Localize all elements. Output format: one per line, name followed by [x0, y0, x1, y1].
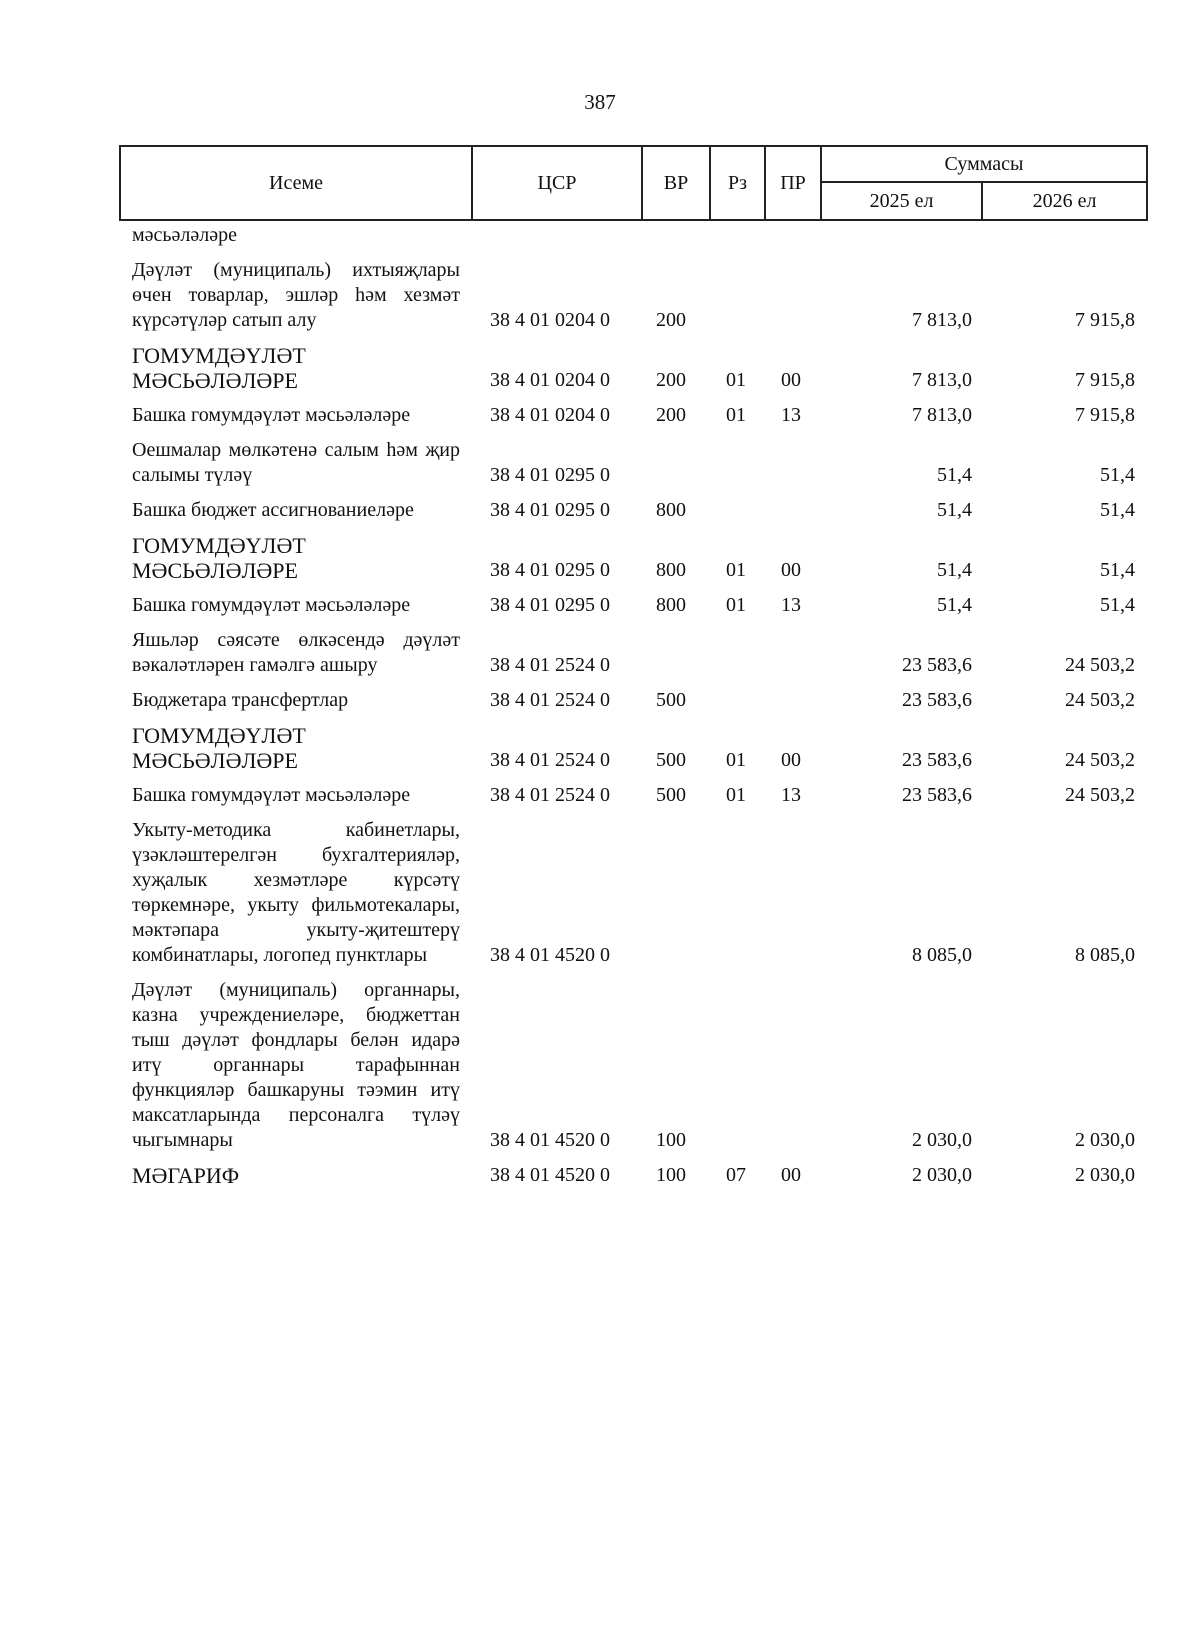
row-rz [710, 688, 765, 713]
row-pr [765, 498, 821, 523]
table-body [120, 220, 1147, 1188]
row-sum-2025: 23 583,6 [902, 689, 972, 711]
row-sum-2026: 7 915,8 [1075, 309, 1136, 331]
row-csr: 38 4 01 0204 0 [490, 404, 610, 426]
row-name: Дәүләт (муниципаль) ихтыяҗлары өчен товарлар, эшләр һәм хезмәт күрсәтүләр сатып алу [132, 259, 460, 331]
row-rz [710, 438, 765, 488]
page-number: 387 [584, 90, 616, 114]
row-pr [765, 438, 821, 488]
row-sum-2025: 7 813,0 [912, 369, 972, 391]
row-spacer [120, 968, 1147, 978]
table-row [120, 533, 1147, 583]
row-spacer [120, 333, 1147, 343]
row-sum-2026: 24 503,2 [1065, 784, 1136, 806]
table-row [120, 593, 1147, 618]
row-sum-2026: 24 503,2 [1065, 749, 1136, 771]
row-spacer [120, 248, 1147, 258]
table-row [120, 723, 1147, 773]
row-sum-2025: 23 583,6 [902, 749, 972, 771]
row-csr: 38 4 01 4520 0 [490, 944, 610, 966]
table-header [120, 146, 1147, 220]
table-row [120, 818, 1147, 968]
continued-name: мәсьәләләре [132, 224, 237, 246]
row-name: Яшьләр сәясәте өлкәсендә дәүләт вәкаләтләрен гамәлгә ашыру [132, 629, 460, 676]
row-sum-2026: 24 503,2 [1065, 689, 1136, 711]
row-name: Башка гомумдәүләт мәсьәләләре [132, 594, 411, 616]
row-name: Дәүләт (муниципаль) органнары, казна учреждениеләре, бюджеттан тыш дәүләт фондлары белән идарә итү органнары тарафыннан функцияләр башкаруны тәэмин итү максатларында персоналга түләү чыгымнары [132, 979, 460, 1151]
row-rz [710, 818, 765, 968]
row-vr: 100 [656, 1164, 686, 1186]
row-name: Оешмалар мөлкәтенә салым һәм җир салымы түләү [132, 439, 460, 486]
continued-row [120, 220, 1147, 248]
row-rz: 01 [726, 594, 746, 616]
row-pr [765, 818, 821, 968]
row-pr [765, 258, 821, 333]
row-vr: 500 [656, 749, 686, 771]
row-csr: 38 4 01 4520 0 [490, 1129, 610, 1151]
row-csr: 38 4 01 0295 0 [490, 559, 610, 581]
table-row [120, 1163, 1147, 1188]
row-sum-2026: 24 503,2 [1065, 654, 1136, 676]
row-pr: 13 [781, 784, 801, 806]
row-csr: 38 4 01 2524 0 [490, 784, 610, 806]
row-pr: 00 [781, 369, 801, 391]
row-name: Бюджетара трансфертлар [132, 689, 349, 711]
header-pr: ПР [765, 146, 821, 220]
row-csr: 38 4 01 0295 0 [490, 499, 610, 521]
row-vr: 200 [656, 309, 686, 331]
row-name: ГОМУМДӘҮЛӘТ МӘСЬӘЛӘЛӘРЕ [132, 343, 306, 393]
row-vr: 100 [656, 1129, 686, 1151]
row-sum-2026: 51,4 [1100, 559, 1136, 581]
row-name: Башка бюджет ассигнованиеләре [132, 499, 414, 521]
row-vr [642, 818, 710, 968]
row-rz: 01 [726, 404, 746, 426]
table-row [120, 978, 1147, 1153]
row-rz: 01 [726, 784, 746, 806]
row-sum-2025: 2 030,0 [912, 1164, 972, 1186]
row-sum-2025: 23 583,6 [902, 784, 972, 806]
row-spacer [120, 488, 1147, 498]
row-sum-2026: 51,4 [1100, 594, 1136, 616]
row-pr [765, 688, 821, 713]
row-sum-2026: 7 915,8 [1075, 369, 1136, 391]
row-sum-2025: 23 583,6 [902, 654, 972, 676]
row-spacer [120, 773, 1147, 783]
row-name: ГОМУМДӘҮЛӘТ МӘСЬӘЛӘЛӘРЕ [132, 723, 306, 773]
row-spacer [120, 583, 1147, 593]
row-spacer [120, 618, 1147, 628]
header-sums: Суммасы [821, 146, 1147, 182]
table-row [120, 498, 1147, 523]
row-sum-2026: 7 915,8 [1075, 404, 1136, 426]
row-name: Башка гомумдәүләт мәсьәләләре [132, 784, 411, 806]
row-vr [642, 628, 710, 678]
row-pr [765, 978, 821, 1153]
row-sum-2025: 51,4 [937, 594, 972, 616]
row-sum-2025: 8 085,0 [912, 944, 972, 966]
row-name: Башка гомумдәүләт мәсьәләләре [132, 404, 411, 426]
row-rz [710, 978, 765, 1153]
row-csr: 38 4 01 0204 0 [490, 309, 610, 331]
row-sum-2026: 2 030,0 [1075, 1129, 1136, 1151]
row-name: МӘГАРИФ [132, 1163, 240, 1188]
table-row [120, 343, 1147, 393]
row-pr: 00 [781, 559, 801, 581]
row-name: ГОМУМДӘҮЛӘТ МӘСЬӘЛӘЛӘРЕ [132, 533, 306, 583]
header-csr: ЦСР [472, 146, 642, 220]
row-csr: 38 4 01 0295 0 [490, 594, 610, 616]
row-sum-2025: 7 813,0 [912, 309, 972, 331]
row-spacer [120, 428, 1147, 438]
row-name: Укыту-методика кабинетлары, үзәкләштерелгән бухгалтерияләр, хуҗалык хезмәтләре күрсәтү төркемнәре, укыту фильмотекалары, мәктәпара укыту-җитештерү комбинатлары, логопед пунктлары [132, 819, 460, 966]
row-spacer [120, 523, 1147, 533]
row-rz [710, 498, 765, 523]
row-spacer [120, 678, 1147, 688]
row-rz: 07 [726, 1164, 746, 1186]
row-spacer [120, 1153, 1147, 1163]
budget-table [119, 145, 1148, 1188]
row-pr [765, 628, 821, 678]
table-row [120, 438, 1147, 488]
row-spacer [120, 808, 1147, 818]
row-sum-2025: 7 813,0 [912, 404, 972, 426]
row-vr: 500 [656, 784, 686, 806]
row-csr: 38 4 01 2524 0 [490, 749, 610, 771]
header-year-2025: 2025 ел [821, 182, 982, 220]
row-sum-2025: 51,4 [937, 464, 972, 486]
header-vr: ВР [642, 146, 710, 220]
row-sum-2025: 51,4 [937, 499, 972, 521]
header-rz: Рз [710, 146, 765, 220]
row-csr: 38 4 01 2524 0 [490, 689, 610, 711]
row-vr: 500 [656, 689, 686, 711]
row-rz [710, 628, 765, 678]
row-rz: 01 [726, 369, 746, 391]
row-vr: 200 [656, 404, 686, 426]
row-rz: 01 [726, 749, 746, 771]
row-pr: 13 [781, 404, 801, 426]
row-csr: 38 4 01 0204 0 [490, 369, 610, 391]
row-spacer [120, 713, 1147, 723]
row-sum-2025: 51,4 [937, 559, 972, 581]
row-vr [642, 438, 710, 488]
row-vr: 200 [656, 369, 686, 391]
row-rz: 01 [726, 559, 746, 581]
row-pr: 00 [781, 1164, 801, 1186]
table-row [120, 403, 1147, 428]
row-sum-2025: 2 030,0 [912, 1129, 972, 1151]
row-sum-2026: 51,4 [1100, 464, 1136, 486]
row-sum-2026: 8 085,0 [1075, 944, 1136, 966]
row-csr: 38 4 01 4520 0 [490, 1164, 610, 1186]
table-row [120, 258, 1147, 333]
row-rz [710, 258, 765, 333]
row-csr: 38 4 01 0295 0 [490, 464, 610, 486]
header-name: Исеме [120, 146, 472, 220]
row-pr: 00 [781, 749, 801, 771]
row-vr: 800 [656, 559, 686, 581]
row-sum-2026: 2 030,0 [1075, 1164, 1136, 1186]
row-sum-2026: 51,4 [1100, 499, 1136, 521]
row-vr: 800 [656, 594, 686, 616]
table-row [120, 783, 1147, 808]
table-row [120, 688, 1147, 713]
row-pr: 13 [781, 594, 801, 616]
header-year-2026: 2026 ел [982, 182, 1147, 220]
row-vr: 800 [656, 499, 686, 521]
row-spacer [120, 393, 1147, 403]
table-row [120, 628, 1147, 678]
row-csr: 38 4 01 2524 0 [490, 654, 610, 676]
